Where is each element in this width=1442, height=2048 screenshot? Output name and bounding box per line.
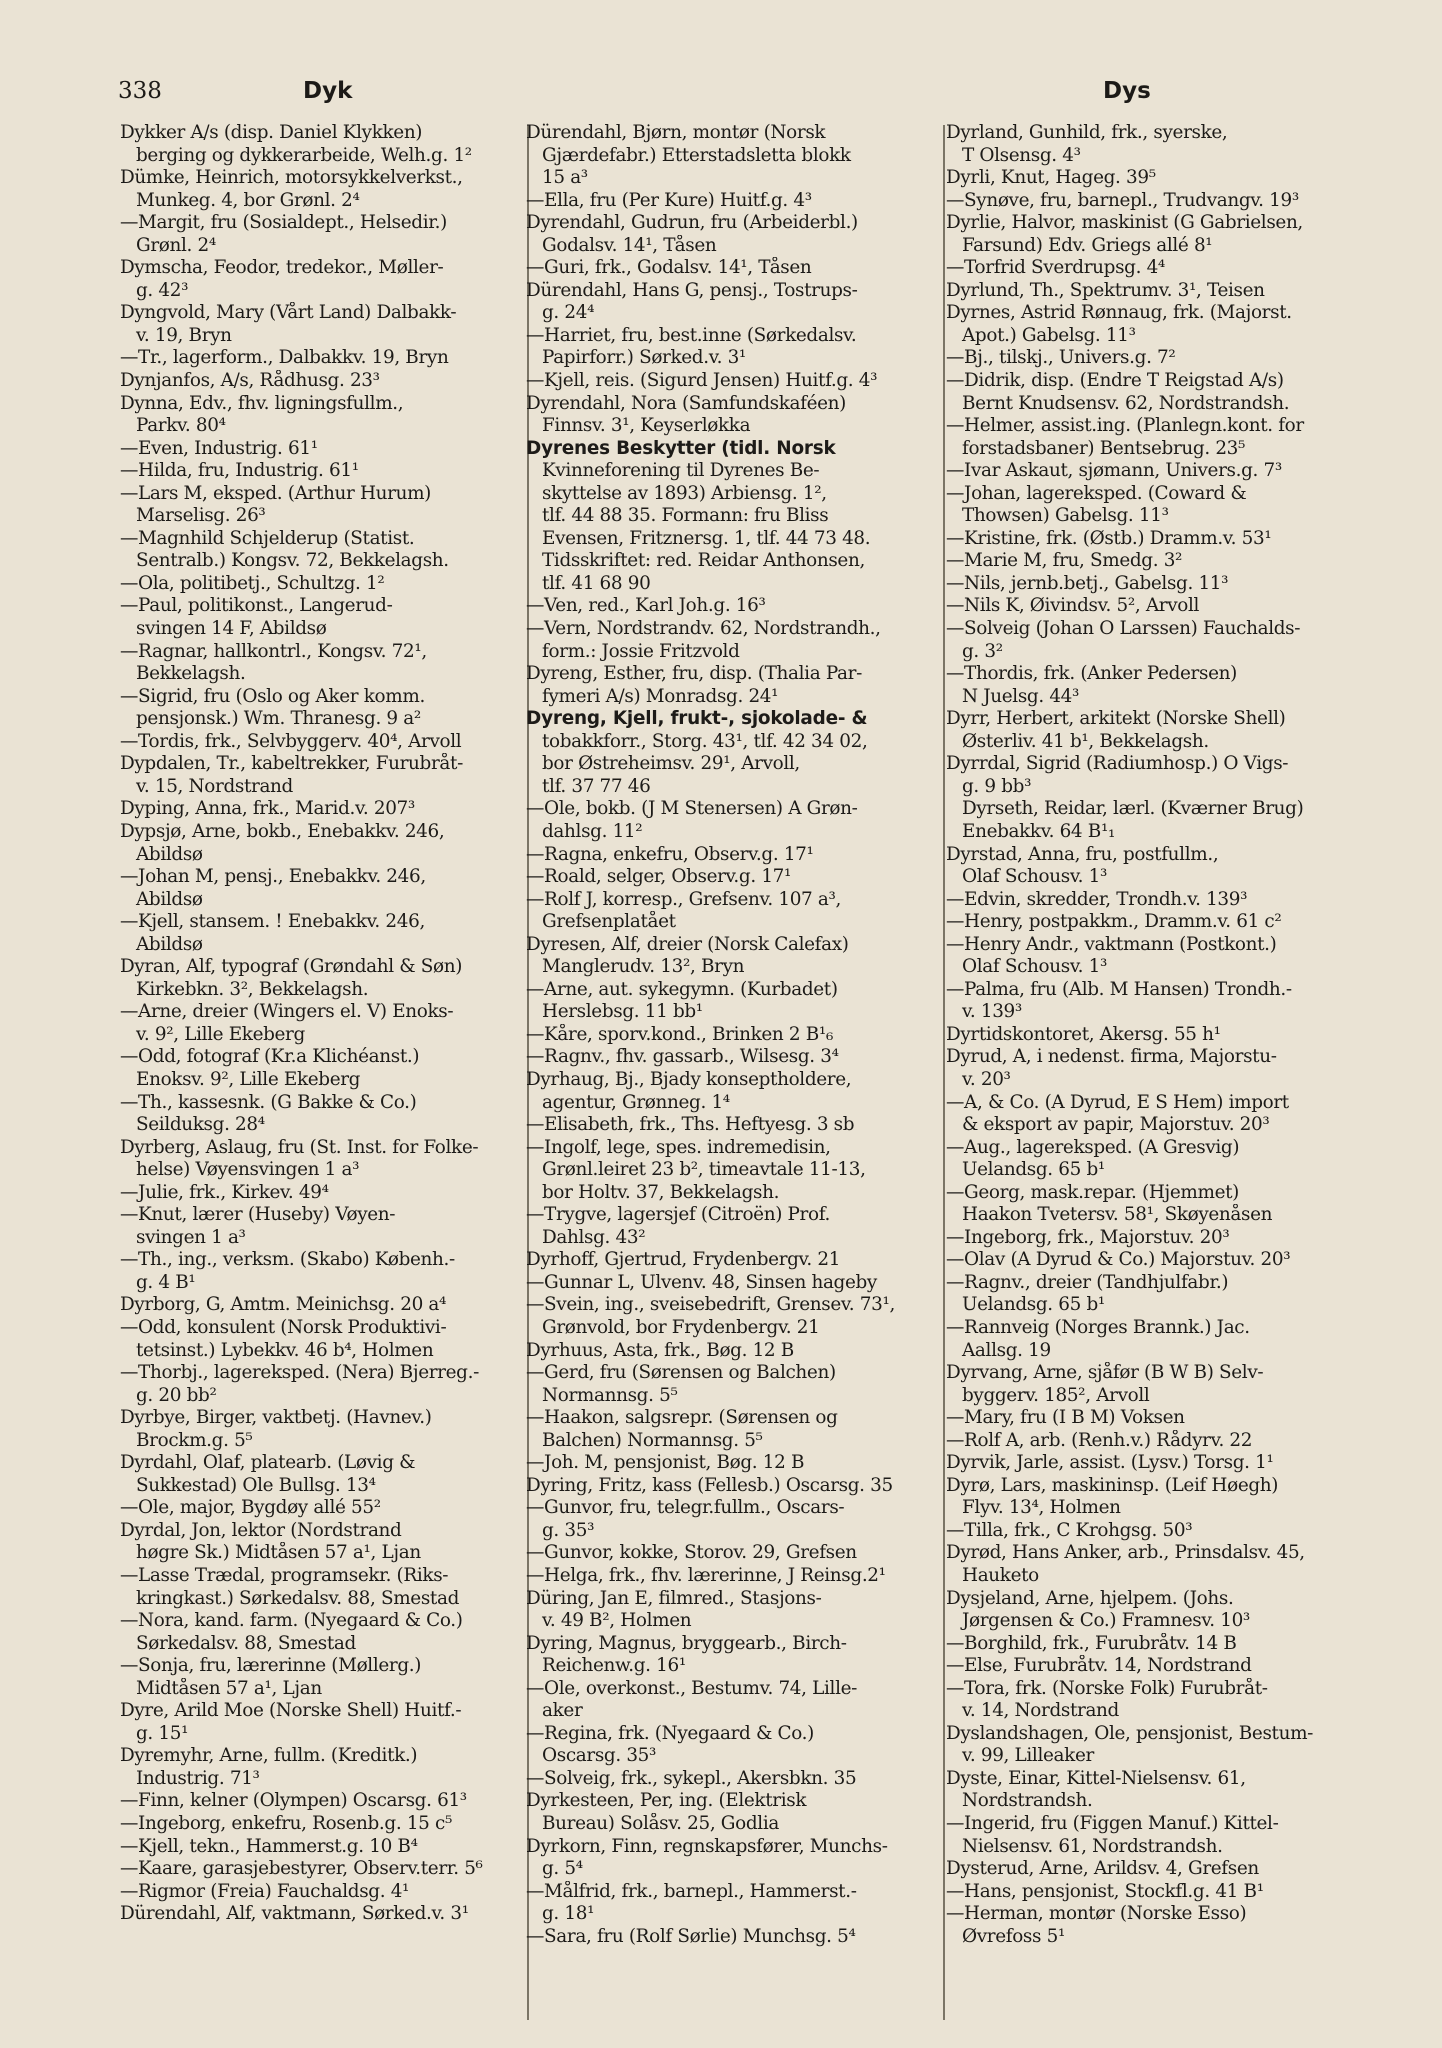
entry-continuation-line: g. 4 B¹ [136,1271,196,1293]
entry-continuation-line: v. 99, Lilleaker [962,1745,1094,1767]
directory-entry-line: Dyrø, Lars, maskininsp. (Leif Høegh) [946,1474,1279,1496]
directory-entry-line: Dyste, Einar, Kittel-Nielsensv. 61, [946,1767,1246,1789]
directory-entry-line: Dyrland, Gunhild, frk., syerske, [946,122,1228,143]
entry-continuation-line: g. 35³ [542,1519,595,1541]
directory-entry-line: —Roald, selger, Observ.g. 17¹ [526,866,792,888]
directory-entry-line: —Kjell, tekn., Hammerst.g. 10 B⁴ [120,1835,418,1857]
directory-entry-line: —Kaare, garasjebestyrer, Observ.terr. 5⁶ [120,1858,483,1880]
entry-continuation-line: Grefsenplatået [542,911,676,933]
directory-entry-line: Dyslandshagen, Ole, pensjonist, Bestum- [946,1722,1314,1744]
directory-entry-line: —Thorbj., lagereksped. (Nera) Bjerreg.- [120,1362,479,1384]
entry-continuation-line: Marselisg. 26³ [136,505,266,527]
left-guide-word: Dyk [303,78,353,104]
directory-entry-line: —Helga, frk., fhv. lærerinne, J Reinsg.2¹ [526,1565,886,1586]
directory-entry-line: —Mary, fru (I B M) Voksen [946,1407,1185,1429]
directory-entry-line: —Ingolf, lege, spes. indremedisin, [526,1136,831,1158]
directory-entry-line: Dyring, Fritz, kass (Fellesb.) Oscarsg. 35 [526,1474,893,1496]
entry-continuation-line: agentur, Grønneg. 1⁴ [542,1091,730,1113]
column-divider [943,125,945,2020]
entry-continuation-line: Uelandsg. 65 b¹ [962,1294,1105,1316]
entry-continuation-line: Uelandsg. 65 b¹ [962,1159,1105,1181]
directory-entry-line: —Torfrid Sverdrupsg. 4⁴ [946,257,1165,279]
directory-entry-line: —Thordis, frk. (Anker Pedersen) [946,663,1237,685]
directory-entry-line: —Ingerid, fru (Figgen Manuf.) Kittel- [946,1813,1279,1835]
directory-entry-line: Dypsjø, Arne, bokb., Enebakkv. 246, [120,820,445,842]
directory-entry-line: —Trygve, lagersjef (Citroën) Prof. [526,1204,831,1226]
directory-entry-line: —Gunvor, fru, telegr.fullm., Oscars- [526,1497,845,1519]
directory-entry-line: —Henry Andr., vaktmann (Postkont.) [946,933,1277,955]
entry-continuation-line: bor Holtv. 37, Bekkelagsh. [542,1181,780,1203]
entry-continuation-line: Bekkelagsh. [136,663,246,685]
entry-continuation-line: Tidsskriftet: red. Reidar Anthonsen, [542,550,865,572]
entry-continuation-line: tobakkforr., Storg. 43¹, tlf. 42 34 02, [542,730,868,752]
directory-entry-line: —Henry, postpakkm., Dramm.v. 61 c² [946,911,1282,933]
directory-entry-line: —Even, Industrig. 61¹ [120,437,318,459]
entry-continuation-line: v. 20³ [962,1068,1011,1090]
entry-continuation-line: Nordstrandsh. [962,1790,1093,1812]
directory-entry-line: —Olav (A Dyrud & Co.) Majorstuv. 20³ [946,1249,1291,1271]
directory-entry-line: Dyping, Anna, frk., Marid.v. 207³ [120,798,415,820]
directory-entry-line: Dyrenes Beskytter (tidl. Norsk [526,437,836,459]
directory-entry-line: Dynna, Edv., fhv. ligningsfullm., [120,392,404,414]
directory-entry-line: —Svein, ing., sveisebedrift, Grensev. 73¹, [526,1294,895,1316]
page-header [118,78,1318,118]
directory-entry-line: —Margit, fru (Sosialdept., Helsedir.) [120,212,447,234]
entry-continuation-line: form.: Jossie Fritzvold [542,640,740,662]
entry-continuation-line: Balchen) Normannsg. 5⁵ [542,1429,763,1451]
directory-entry-line: —Didrik, disp. (Endre T Reigstad A/s) [946,370,1284,392]
directory-entry-line: —Ragnv., fhv. gassarb., Wilsesg. 3⁴ [526,1046,839,1068]
directory-entry-line: —Knut, lærer (Huseby) Vøyen- [120,1204,396,1226]
entry-continuation-line: Kirkebkn. 3², Bekkelagsh. [136,978,369,1000]
directory-entry-line: Dyrdal, Jon, lektor (Nordstrand [120,1519,402,1541]
directory-entry-line: —Rannveig (Norges Brannk.) Jac. [946,1316,1250,1338]
entry-continuation-line: byggerv. 185², Arvoll [962,1384,1150,1406]
entry-continuation-line: Sukkestad) Ole Bullsg. 13⁴ [136,1474,376,1496]
directory-entry-line: —Kjell, stansem. ! Enebakkv. 246, [120,911,425,933]
directory-entry-line: —Th., kassesnk. (G Bakke & Co.) [120,1091,417,1113]
entry-continuation-line: svingen 14 F, Abildsø [136,618,327,640]
directory-entry-line: Dyngvold, Mary (Vårt Land) Dalbakk- [120,302,457,324]
directory-entry-line: —Tordis, frk., Selvbyggerv. 40⁴, Arvoll [120,730,462,752]
directory-entry-line: Dyrhaug, Bj., Bjady konseptholdere, [526,1068,852,1090]
directory-entry-line: —Johan M, pensj., Enebakkv. 246, [120,866,426,888]
entry-continuation-line: Thowsen) Gabelsg. 11³ [962,505,1169,527]
directory-entry-line: —Ole, major, Bygdøy allé 55² [120,1497,381,1519]
directory-entry-line: —Målfrid, frk., barnepl., Hammerst.- [526,1880,857,1902]
entry-continuation-line: Jørgensen & Co.) Framnesv. 10³ [962,1610,1250,1632]
entry-continuation-line: T Olsensg. 4³ [962,144,1081,166]
entry-continuation-line: g. 3² [962,640,1003,662]
entry-continuation-line: Grønl. 2⁴ [136,234,216,256]
entry-continuation-line: Herslebsg. 11 bb¹ [542,1001,703,1023]
directory-entry-line: —Hans, pensjonist, Stockfl.g. 41 B¹ [946,1880,1264,1902]
entry-continuation-line: tetsinst.) Lybekkv. 46 b⁴, Holmen [136,1339,434,1361]
entry-continuation-line: Seilduksg. 28⁴ [136,1114,265,1136]
entry-continuation-line: Nielsensv. 61, Nordstrandsh. [962,1835,1223,1857]
directory-entry-line: Dyrkesteen, Per, ing. (Elektrisk [526,1790,807,1812]
directory-entry-line: Dyrvik, Jarle, assist. (Lysv.) Torsg. 1¹ [946,1452,1274,1474]
entry-continuation-line: Abildsø [136,933,203,955]
directory-entry-line: Dyrud, A, i nedenst. firma, Majorstu- [946,1046,1277,1068]
entry-continuation-line: Olaf Schousv. 1³ [962,956,1108,978]
directory-entry-line: —Julie, frk., Kirkev. 49⁴ [120,1181,329,1203]
entry-continuation-line: tlf. 41 68 90 [542,572,651,594]
directory-entry-line: —Kristine, frk. (Østb.) Dramm.v. 53¹ [946,527,1272,549]
entry-continuation-line: svingen 1 a³ [136,1226,246,1248]
entry-continuation-line: aker [542,1700,583,1722]
directory-entry-line: —Georg, mask.repar. (Hjemmet) [946,1181,1239,1203]
entry-continuation-line: Industrig. 71³ [136,1767,260,1789]
directory-entry-line: Dyrvang, Arne, sjåfør (B W B) Selv- [946,1362,1264,1384]
entry-continuation-line: Haakon Tvetersv. 58¹, Skøyenåsen [962,1204,1273,1226]
directory-entry-line: Dyrlund, Th., Spektrumv. 3¹, Teisen [946,279,1265,301]
directory-entry-line: Dyrhuus, Asta, frk., Bøg. 12 B [526,1339,794,1361]
directory-entry-line: —Ole, overkonst., Bestumv. 74, Lille- [526,1677,857,1699]
directory-entry-line: —Odd, fotograf (Kr.a Klichéanst.) [120,1046,420,1068]
directory-entry-line: —Rigmor (Freia) Fauchaldsg. 4¹ [120,1880,410,1902]
directory-entry-line: —Palma, fru (Alb. M Hansen) Trondh.- [946,978,1292,1000]
entry-continuation-line: Oscarsg. 35³ [542,1745,657,1767]
entry-continuation-line: v. 49 B², Holmen [542,1610,692,1632]
directory-entry-line: Dysjeland, Arne, hjelpem. (Johs. [946,1587,1234,1609]
entry-continuation-line: Finnsv. 3¹, Keyserløkka [542,415,751,437]
directory-entry-line: Dyrlie, Halvor, maskinist (G Gabrielsen, [946,212,1303,234]
directory-entry-line: Dyreng, Esther, fru, disp. (Thalia Par- [526,663,862,685]
directory-entry-line: —Vern, Nordstrandv. 62, Nordstrandh., [526,618,881,640]
directory-entry-line: —Ragnv., dreier (Tandhjulfabr.) [946,1271,1229,1293]
entry-continuation-line: fymeri A/s) Monradsg. 24¹ [542,685,779,707]
directory-entry-line: Dyrr, Herbert, arkitekt (Norske Shell) [946,708,1286,730]
entry-continuation-line: Grønvold, bor Frydenbergv. 21 [542,1316,820,1338]
directory-entry-line: Dyrendahl, Gudrun, fru (Arbeiderbl.) [526,212,858,234]
entry-continuation-line: helse) Vøyensvingen 1 a³ [136,1159,360,1181]
entry-continuation-line: Bureau) Solåsv. 25, Godlia [542,1813,779,1835]
entry-continuation-line: g. 9 bb³ [962,775,1032,797]
directory-entry-line: —Guri, frk., Godalsv. 14¹, Tåsen [526,257,812,279]
entry-continuation-line: g. 5⁴ [542,1858,583,1880]
directory-entry-line: Dürendahl, Hans G, pensj., Tostrups- [526,279,858,301]
entry-continuation-line: skyttelse av 1893) Arbiensg. 1², [542,482,827,504]
entry-continuation-line: Flyv. 13⁴, Holmen [962,1497,1121,1519]
right-guide-word: Dys [1103,78,1151,104]
directory-entry-line: Dyrrdal, Sigrid (Radiumhosp.) O Vigs- [946,753,1289,775]
directory-entry-line: —Johan, lagereksped. (Coward & [946,482,1247,504]
directory-entry-line: —Hilda, fru, Industrig. 61¹ [120,460,359,482]
directory-entry-line: Dyrtidskontoret, Akersg. 55 h¹ [946,1023,1221,1045]
entry-continuation-line: tlf. 37 77 46 [542,775,651,797]
directory-entry-line: —Bj., tilskj., Univers.g. 7² [946,347,1176,369]
entry-continuation-line: Abildsø [136,843,203,865]
column-1 [120,122,530,1926]
entry-continuation-line: tlf. 44 88 35. Formann: fru Bliss [542,505,829,527]
directory-entry-line: Dyresen, Alf, dreier (Norsk Calefax) [526,933,849,955]
directory-entry-line: —Gerd, fru (Sørensen og Balchen) [526,1362,836,1384]
directory-entry-line: —Nils, jernb.betj., Gabelsg. 11³ [946,572,1229,594]
directory-entry-line: Düring, Jan E, filmred., Stasjons- [526,1587,822,1609]
directory-entry-line: —Borghild, frk., Furubråtv. 14 B [946,1632,1237,1654]
entry-continuation-line: Enebakkv. 64 B¹₁ [962,820,1115,842]
directory-entry-line: —Tilla, frk., C Krohgsg. 50³ [946,1519,1193,1541]
directory-entry-line: —Herman, montør (Norske Esso) [946,1903,1247,1925]
directory-entry-line: —Tora, frk. (Norske Folk) Furubråt- [946,1677,1268,1699]
directory-entry-line: —Nils K, Øivindsv. 5², Arvoll [946,595,1200,617]
directory-entry-line: Dynjanfos, A/s, Rådhusg. 23³ [120,370,380,392]
directory-entry-line: Dyrstad, Anna, fru, postfullm., [946,843,1219,865]
directory-entry-line: —Synøve, fru, barnepl., Trudvangv. 19³ [946,189,1299,211]
directory-entry-line: —Odd, konsulent (Norsk Produktivi- [120,1316,447,1338]
directory-entry-line: Dyrborg, G, Amtm. Meinichsg. 20 a⁴ [120,1294,447,1316]
directory-entry-line: Dürendahl, Alf, vaktmann, Sørked.v. 3¹ [120,1903,469,1925]
entry-continuation-line: Aallsg. 19 [962,1339,1051,1361]
directory-entry-line: —Marie M, fru, Smedg. 3² [946,550,1183,572]
directory-entry-line: Dürendahl, Bjørn, montør (Norsk [526,122,826,143]
entry-continuation-line: Godalsv. 14¹, Tåsen [542,234,717,256]
entry-continuation-line: Bernt Knudsensv. 62, Nordstrandsh. [962,392,1290,414]
directory-entry-line: Dümke, Heinrich, motorsykkelverkst., [120,167,463,189]
directory-entry-line: —Sigrid, fru (Oslo og Aker komm. [120,685,425,707]
entry-continuation-line: forstadsbaner) Bentsebrug. 23⁵ [962,437,1246,459]
entry-continuation-line: Apot.) Gabelsg. 11³ [962,324,1136,346]
directory-entry-line: Dyrbye, Birger, vaktbetj. (Havnev.) [120,1407,432,1429]
directory-entry-line: Dysterud, Arne, Arildsv. 4, Grefsen [946,1858,1259,1880]
entry-continuation-line: bor Østreheimsv. 29¹, Arvoll, [542,753,800,775]
directory-entry-line: —Sonja, fru, lærerinne (Møllerg.) [120,1655,422,1677]
entry-continuation-line: Midtåsen 57 a¹, Ljan [136,1677,322,1699]
directory-entry-line: Dyrhoff, Gjertrud, Frydenbergv. 21 [526,1249,841,1271]
directory-entry-line: —Lasse Trædal, programsekr. (Riks- [120,1565,449,1586]
directory-entry-line: —Paul, politikonst., Langerud- [120,595,393,617]
entry-continuation-line: Grønl.leiret 23 b², timeavtale 11-13, [542,1159,866,1181]
entry-continuation-line: Kvinneforening til Dyrenes Be- [542,460,820,482]
entry-continuation-line: Gjærdefabr.) Etterstadsletta blokk [542,144,851,166]
entry-continuation-line: g. 20 bb² [136,1384,217,1406]
entry-continuation-line: Brockm.g. 5⁵ [136,1429,253,1451]
entry-continuation-line: Dyrseth, Reidar, lærl. (Kværner Brug) [962,798,1304,820]
directory-entry-line: Dyrberg, Aslaug, fru (St. Inst. for Folke- [120,1136,479,1158]
directory-entry-line: —Solveig (Johan O Larssen) Fauchalds- [946,618,1301,640]
directory-entry-line: —Regina, frk. (Nyegaard & Co.) [526,1722,814,1744]
directory-entry-line: —Edvin, skredder, Trondh.v. 139³ [946,888,1248,910]
entry-continuation-line: Sørkedalsv. 88, Smestad [136,1632,356,1654]
directory-entry-line: Dyremyhr, Arne, fullm. (Kreditk.) [120,1745,418,1767]
directory-entry-line: —Kåre, sporv.kond., Brinken 2 B¹₆ [526,1023,833,1045]
directory-entry-line: —Haakon, salgsrepr. (Sørensen og [526,1407,838,1429]
page-number: 338 [118,78,162,104]
entry-continuation-line: v. 19, Bryn [136,324,232,346]
entry-continuation-line: Evensen, Fritznersg. 1, tlf. 44 73 48. [542,527,871,549]
directory-entry-line: Dyring, Magnus, bryggearb., Birch- [526,1632,847,1654]
entry-continuation-line: Dahlsg. 43² [542,1226,646,1248]
directory-entry-line: —Harriet, fru, best.inne (Sørkedalsv. [526,324,857,346]
entry-continuation-line: g. 15¹ [136,1722,189,1744]
directory-entry-line: —Ragna, enkefru, Observ.g. 17¹ [526,843,814,865]
directory-entry-line: Dypdalen, Tr., kabeltrekker, Furubråt- [120,753,463,775]
entry-continuation-line: N Juelsg. 44³ [962,685,1080,707]
directory-entry-line: —Lars M, eksped. (Arthur Hurum) [120,482,431,504]
column-2 [526,122,936,1948]
entry-continuation-line: v. 14, Nordstrand [962,1700,1119,1722]
directory-entry-line: —Tr., lagerform., Dalbakkv. 19, Bryn [120,347,449,369]
directory-entry-line: Dyreng, Kjell, frukt-, sjokolade- & [526,708,868,730]
entry-continuation-line: g. 24⁴ [542,302,595,324]
entry-continuation-line: Østerliv. 41 b¹, Bekkelagsh. [962,730,1209,752]
directory-entry-line: Dyrendahl, Nora (Samfundskaféen) [526,392,846,414]
entry-continuation-line: Munkeg. 4, bor Grønl. 2⁴ [136,189,360,211]
directory-entry-line: —Ivar Askaut, sjømann, Univers.g. 7³ [946,460,1282,482]
entry-continuation-line: Sentralb.) Kongsv. 72, Bekkelagsh. [136,550,449,572]
directory-entry-line: —Finn, kelner (Olympen) Oscarsg. 61³ [120,1790,467,1812]
directory-entry-line: —Nora, kand. farm. (Nyegaard & Co.) [120,1610,463,1632]
directory-entry-line: Dyrli, Knut, Hageg. 39⁵ [946,167,1156,189]
directory-entry-line: —Ragnar, hallkontrl., Kongsv. 72¹, [120,640,427,662]
entry-continuation-line: Olaf Schousv. 1³ [962,866,1108,888]
directory-entry-line: Dyrød, Hans Anker, arb., Prinsdalsv. 45, [946,1542,1305,1564]
directory-entry-line: Dyrnes, Astrid Rønnaug, frk. (Majorst. [946,302,1292,324]
directory-entry-line: —Kjell, reis. (Sigurd Jensen) Huitf.g. 4³ [526,370,878,392]
directory-entry-line: —Else, Furubråtv. 14, Nordstrand [946,1655,1252,1677]
directory-entry-line: —Arne, dreier (Wingers el. V) Enoks- [120,1001,454,1023]
directory-entry-line: —Magnhild Schjelderup (Statist. [120,527,415,549]
directory-entry-line: —Th., ing., verksm. (Skabo) Københ.- [120,1249,455,1271]
directory-entry-line: —Ola, politibetj., Schultzg. 1² [120,572,385,594]
directory-entry-line: —Elisabeth, frk., Ths. Heftyesg. 3 sb [526,1114,855,1136]
directory-entry-line: —Rolf A, arb. (Renh.v.) Rådyrv. 22 [946,1429,1253,1451]
directory-entry-line: —Gunnar L, Ulvenv. 48, Sinsen hageby [526,1271,877,1293]
entry-continuation-line: Normannsg. 5⁵ [542,1384,678,1406]
entry-continuation-line: pensjonsk.) Wm. Thranesg. 9 a² [136,708,421,730]
entry-continuation-line: g. 18¹ [542,1903,595,1925]
directory-entry-line: —Sara, fru (Rolf Sørlie) Munchsg. 5⁴ [526,1925,856,1947]
entry-continuation-line: Parkv. 80⁴ [136,415,226,437]
entry-continuation-line: Farsund) Edv. Griegs allé 8¹ [962,234,1213,256]
entry-continuation-line: g. 42³ [136,279,189,301]
entry-continuation-line: Papirforr.) Sørked.v. 3¹ [542,347,746,369]
directory-entry-line: —Ingeborg, enkefru, Rosenb.g. 15 c⁵ [120,1813,452,1835]
entry-continuation-line: & eksport av papir, Majorstuv. 20³ [962,1114,1270,1136]
directory-entry-line: Dymscha, Feodor, tredekor., Møller- [120,257,444,279]
entry-continuation-line: Hauketo [962,1565,1039,1586]
entry-continuation-line: Enoksv. 9², Lille Ekeberg [136,1068,361,1090]
entry-continuation-line: dahlsg. 11² [542,820,643,842]
directory-entry-line: —Gunvor, kokke, Storov. 29, Grefsen [526,1542,857,1564]
directory-entry-line: —Joh. M, pensjonist, Bøg. 12 B [526,1452,805,1474]
entry-continuation-line: v. 139³ [962,1001,1022,1023]
entry-continuation-line: Reichenw.g. 16¹ [542,1655,686,1677]
directory-entry-line: —Helmer, assist.ing. (Planlegn.kont. for [946,415,1304,437]
directory-entry-line: Dyrdahl, Olaf, platearb. (Løvig & [120,1452,416,1474]
entry-continuation-line: Øvrefoss 5¹ [962,1925,1065,1947]
directory-entry-line: —Ven, red., Karl Joh.g. 16³ [526,595,766,617]
column-3 [946,122,1324,1948]
entry-continuation-line: Abildsø [136,888,203,910]
entry-continuation-line: kringkast.) Sørkedalsv. 88, Smestad [136,1587,460,1609]
directory-entry-line: —A, & Co. (A Dyrud, E S Hem) import [946,1091,1289,1113]
directory-entry-line: —Aug., lagereksped. (A Gresvig) [946,1136,1240,1158]
directory-entry-line: —Ole, bokb. (J M Stenersen) A Grøn- [526,798,858,820]
directory-entry-line: Dyre, Arild Moe (Norske Shell) Huitf.- [120,1700,462,1722]
entry-continuation-line: berging og dykkerarbeide, Welh.g. 1² [136,144,472,166]
directory-entry-line: Dyran, Alf, typograf (Grøndahl & Søn) [120,956,463,978]
entry-continuation-line: høgre Sk.) Midtåsen 57 a¹, Ljan [136,1542,421,1564]
directory-entry-line: —Solveig, frk., sykepl., Akersbkn. 35 [526,1767,857,1789]
entry-continuation-line: v. 15, Nordstrand [136,775,293,797]
directory-entry-line: Dyrkorn, Finn, regnskapsfører, Munchs- [526,1835,888,1857]
directory-entry-line: —Arne, aut. sykegymn. (Kurbadet) [526,978,838,1000]
entry-continuation-line: 15 a³ [542,167,588,189]
entry-continuation-line: v. 9², Lille Ekeberg [136,1023,305,1045]
directory-entry-line: —Ella, fru (Per Kure) Huitf.g. 4³ [526,189,812,211]
entry-continuation-line: Manglerudv. 13², Bryn [542,956,745,978]
directory-entry-line: —Rolf J, korresp., Grefsenv. 107 a³, [526,888,842,910]
directory-entry-line: —Ingeborg, frk., Majorstuv. 20³ [946,1226,1230,1248]
directory-entry-line: Dykker A/s (disp. Daniel Klykken) [120,122,423,143]
